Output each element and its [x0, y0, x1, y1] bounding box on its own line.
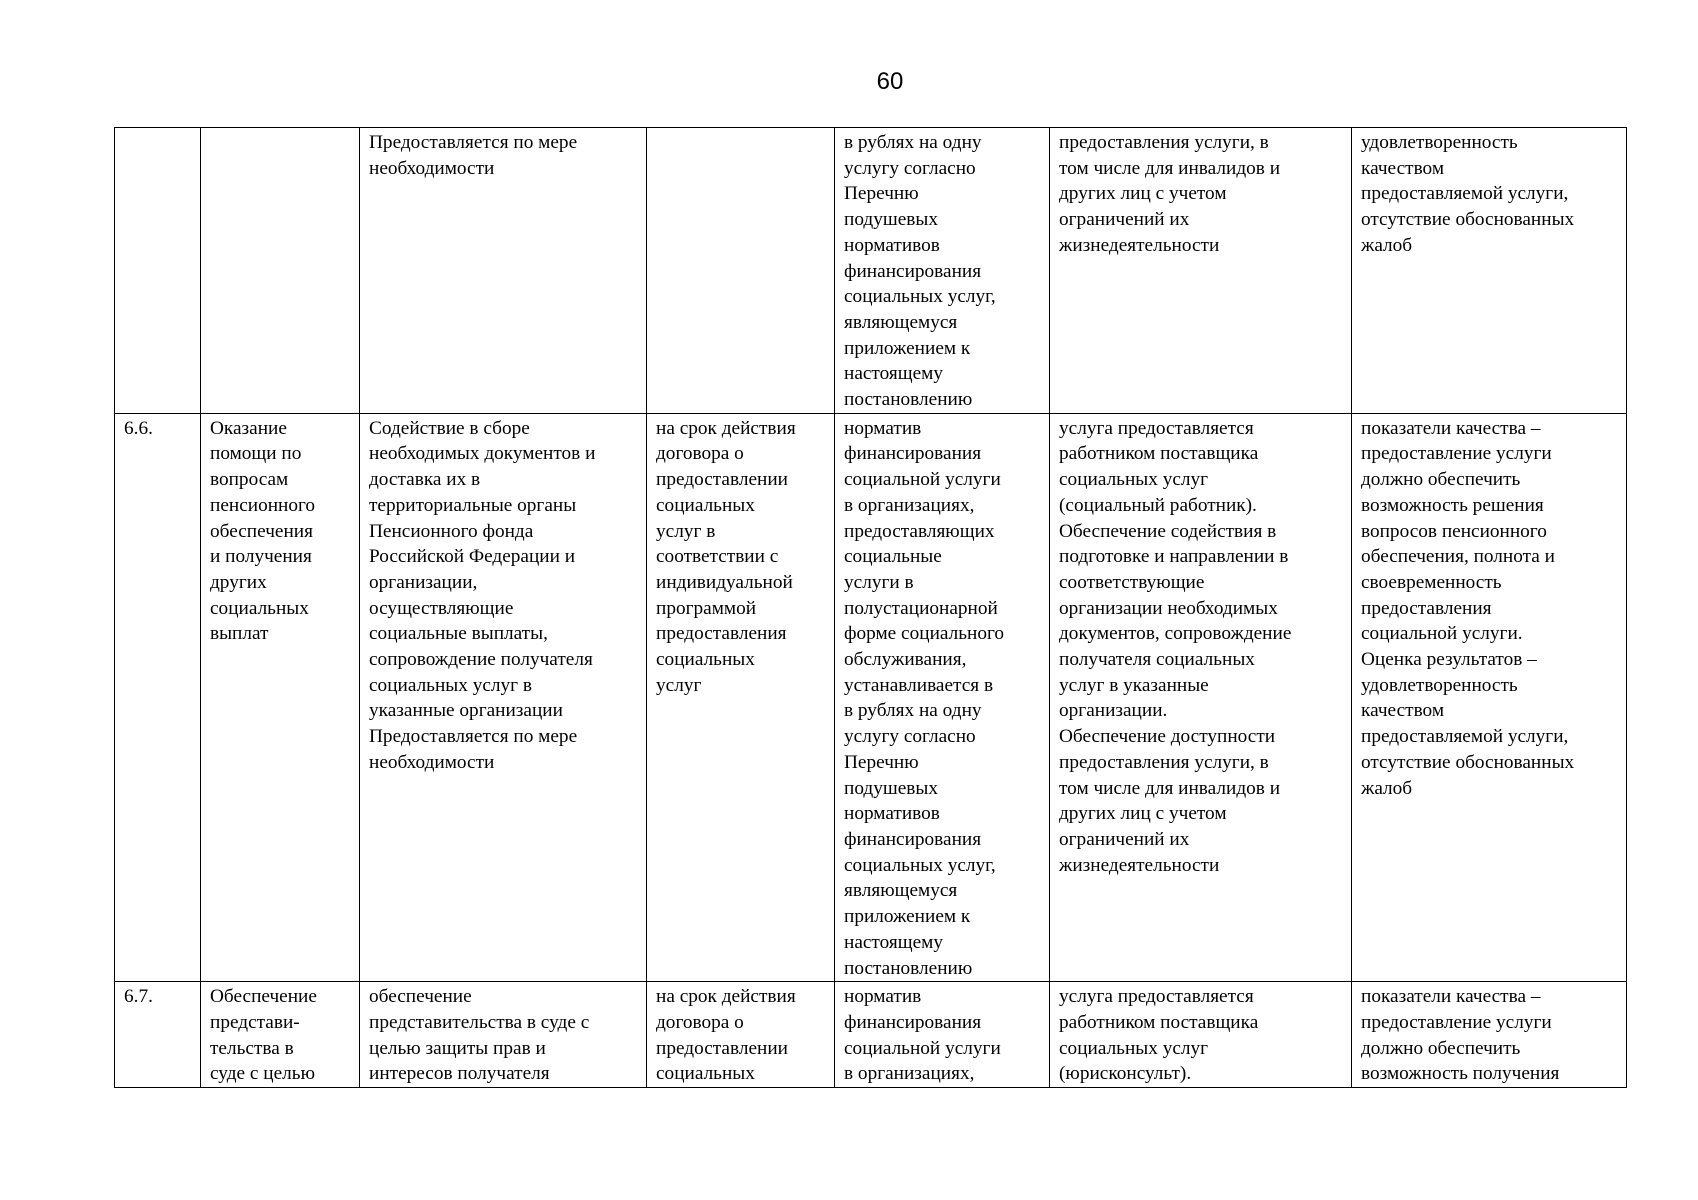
cell-service-name: Обеспечение представи- тельства в суде с целью: [201, 982, 360, 1088]
cell-quality: показатели качества – предоставление услуги должно обеспечить возможность получения: [1352, 982, 1627, 1088]
table-row: [115, 413, 1627, 981]
cell-quality: удовлетворенность качеством предоставляемой услуги, отсутствие обоснованных жалоб: [1352, 128, 1627, 414]
cell-funding-norm: в рублях на одну услугу согласно Перечню подушевых нормативов финансирования социальных услуг, являющемуся приложением к настоящему постановлению: [835, 128, 1050, 414]
cell-conditions: услуга предоставляется работником поставщика социальных услуг (юрисконсульт).: [1050, 982, 1352, 1088]
services-table: [114, 127, 1627, 1088]
cell-funding-norm: норматив финансирования социальной услуги в организациях, предоставляющих социальные услуги в полустационарной форме социального обслуживания, устанавливается в в рублях на одну услугу согласно Перечню подушевых нормативов финансирования социальных услуг, являющемуся приложением к настоящему постановлению: [835, 413, 1050, 981]
cell-term: на срок действия договора о предоставлении социальных услуг в соответствии с индивидуальной программой предоставления социальных услуг: [647, 413, 835, 981]
table-row: [115, 128, 1627, 414]
cell-service-content: обеспечение представительства в суде с целью защиты прав и интересов получателя: [360, 982, 647, 1088]
cell-conditions: предоставления услуги, в том числе для инвалидов и других лиц с учетом ограничений их жизнедеятельности: [1050, 128, 1352, 414]
cell-conditions: услуга предоставляется работником поставщика социальных услуг (социальный работник). Обеспечение содействия в подготовке и направлении в соответствующие организации необходимых документов, сопровождение получателя социальных услуг в указанные организации. Обеспечение доступности предоставления услуги, в том числе для инвалидов и других лиц с учетом ограничений их жизнедеятельности: [1050, 413, 1352, 981]
cell-service-name: [201, 128, 360, 414]
cell-term: [647, 128, 835, 414]
cell-service-name: Оказание помощи по вопросам пенсионного обеспечения и получения других социальных выплат: [201, 413, 360, 981]
cell-service-content: Предоставляется по мере необходимости: [360, 128, 647, 414]
cell-number: [115, 128, 201, 414]
cell-service-content: Содействие в сборе необходимых документов и доставка их в территориальные органы Пенсионного фонда Российской Федерации и организации, осуществляющие социальные выплаты, сопровождение получателя социальных услуг в указанные организации Предоставляется по мере необходимости: [360, 413, 647, 981]
page-number: 60: [876, 68, 904, 95]
cell-term: на срок действия договора о предоставлении социальных: [647, 982, 835, 1088]
cell-funding-norm: норматив финансирования социальной услуги в организациях,: [835, 982, 1050, 1088]
table-row: [115, 982, 1627, 1088]
cell-quality: показатели качества – предоставление услуги должно обеспечить возможность решения вопросов пенсионного обеспечения, полнота и своевременность предоставления социальной услуги. Оценка результатов – удовлетворенность качеством предоставляемой услуги, отсутствие обоснованных жалоб: [1352, 413, 1627, 981]
cell-number: 6.7.: [115, 982, 201, 1088]
cell-number: 6.6.: [115, 413, 201, 981]
